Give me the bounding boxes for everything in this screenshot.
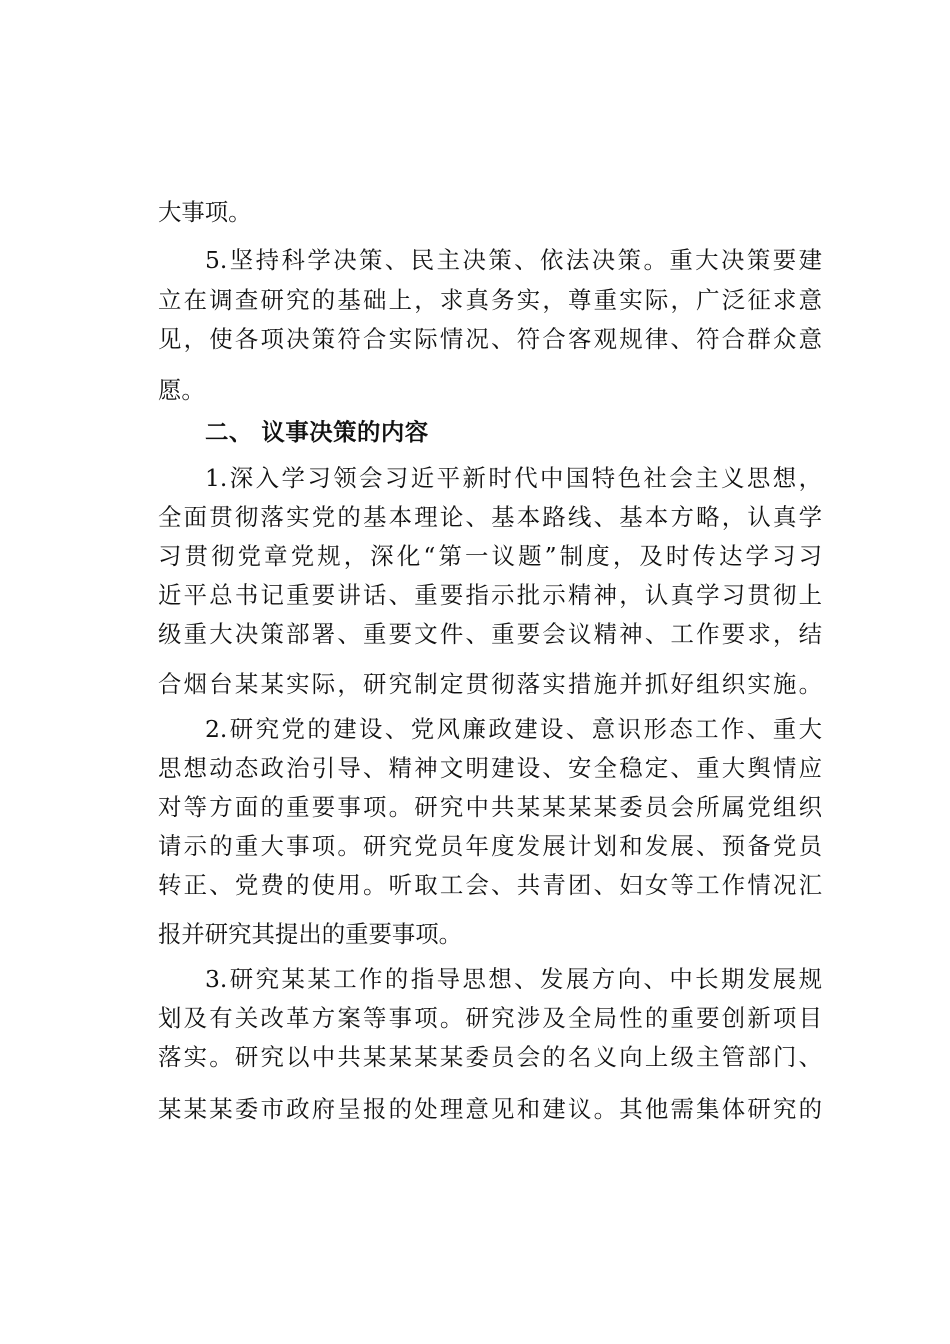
text-line: 报并研究其提出的重要事项。: [158, 920, 463, 948]
text-line: 大事项。: [158, 198, 252, 226]
text-line: 落实。研究以中共某某某某委员会的名义向上级主管部门、: [158, 1043, 822, 1071]
paragraph-first-line: 5.坚持科学决策、民主决策、依法决策。重大决策要建: [205, 246, 822, 274]
text-line: 全面贯彻落实党的基本理论、基本路线、基本方略，认真学: [158, 503, 822, 531]
text-line: 立在调查研究的基础上，求真务实，尊重实际，广泛征求意: [158, 286, 822, 314]
section-heading: 二、 议事决策的内容: [205, 418, 429, 446]
paragraph-first-line: 3.研究某某工作的指导思想、发展方向、中长期发展规: [205, 965, 822, 993]
text-line: 请示的重大事项。研究党员年度发展计划和发展、预备党员: [158, 832, 822, 860]
text-line: 近平总书记重要讲话、重要指示批示精神，认真学习贯彻上: [158, 581, 822, 609]
text-line: 划及有关改革方案等事项。研究涉及全局性的重要创新项目: [158, 1004, 822, 1032]
paragraph-first-line: 1.深入学习领会习近平新时代中国特色社会主义思想，: [205, 464, 822, 492]
text-line: 思想动态政治引导、精神文明建设、安全稳定、重大舆情应: [158, 754, 822, 782]
text-line: 合烟台某某实际，研究制定贯彻落实措施并抓好组织实施。: [158, 670, 822, 698]
text-line: 对等方面的重要事项。研究中共某某某某委员会所属党组织: [158, 793, 822, 821]
text-line: 愿。: [158, 376, 205, 404]
text-line: 级重大决策部署、重要文件、重要会议精神、工作要求，结: [158, 620, 822, 648]
text-line: 某某某委市政府呈报的处理意见和建议。其他需集体研究的: [158, 1095, 822, 1123]
text-line: 转正、党费的使用。听取工会、共青团、妇女等工作情况汇: [158, 871, 822, 899]
text-line: 见，使各项决策符合实际情况、符合客观规律、符合群众意: [158, 325, 822, 353]
text-line: 习贯彻党章党规，深化“第一议题”制度，及时传达学习习: [158, 542, 822, 570]
paragraph-first-line: 2.研究党的建设、党风廉政建设、意识形态工作、重大: [205, 715, 822, 743]
